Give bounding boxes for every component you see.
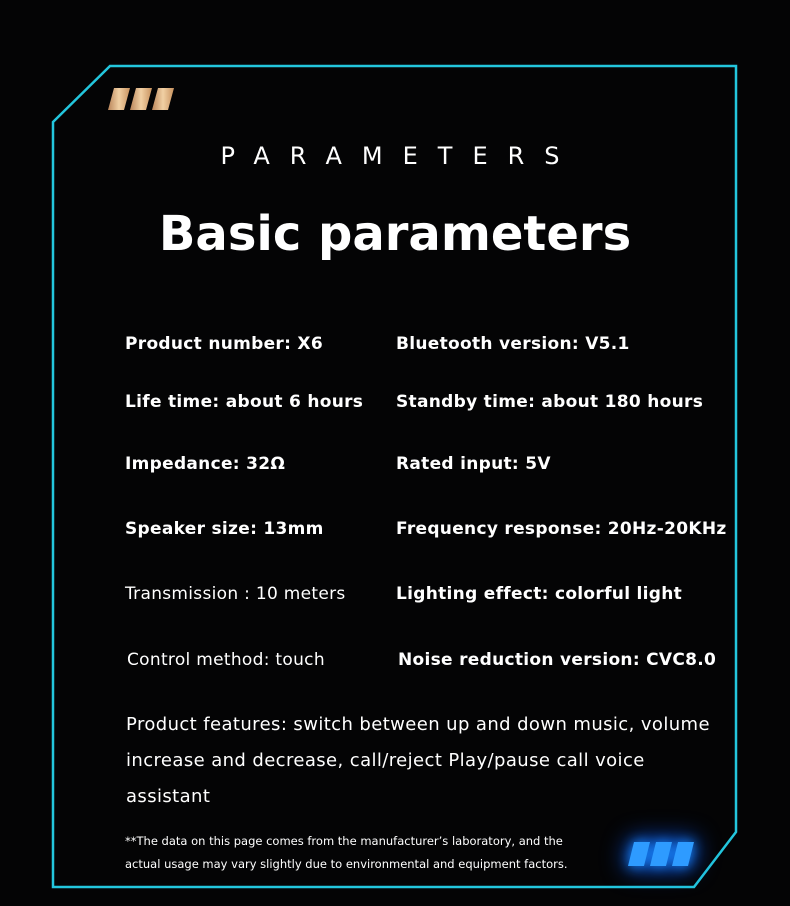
param-lighting-effect: Lighting effect: colorful light	[396, 584, 683, 604]
features-line: increase and decrease, call/reject Play/pause call voice	[126, 750, 645, 771]
param-transmission: Transmission : 10 meters	[125, 584, 346, 604]
param-noise-reduction: Noise reduction version: CVC8.0	[398, 650, 717, 670]
gold-stripes-icon	[108, 88, 174, 110]
product-features	[126, 707, 736, 815]
features-line: Product features: switch between up and down music, volume	[126, 714, 710, 735]
param-product-number: Product number: X6	[125, 334, 323, 354]
param-bluetooth-version: Bluetooth version: V5.1	[396, 334, 630, 354]
param-rated-input: Rated input: 5V	[396, 454, 551, 474]
disclaimer-note	[125, 830, 625, 876]
param-impedance: Impedance: 32Ω	[125, 454, 286, 474]
page-title: Basic parameters	[158, 206, 632, 262]
disclaimer-line: actual usage may vary slightly due to environmental and equipment factors.	[125, 857, 568, 871]
section-eyebrow: PARAMETERS	[220, 142, 580, 170]
param-standby-time: Standby time: about 180 hours	[396, 392, 704, 412]
disclaimer-line: **The data on this page comes from the manufacturer’s laboratory, and the	[125, 834, 563, 848]
param-control-method: Control method: touch	[127, 650, 325, 670]
param-frequency-response: Frequency response: 20Hz-20KHz	[396, 519, 727, 539]
param-life-time: Life time: about 6 hours	[125, 392, 364, 412]
blue-glow-stripes-icon	[628, 842, 694, 866]
param-speaker-size: Speaker size: 13mm	[125, 519, 324, 539]
features-line: assistant	[126, 786, 211, 807]
